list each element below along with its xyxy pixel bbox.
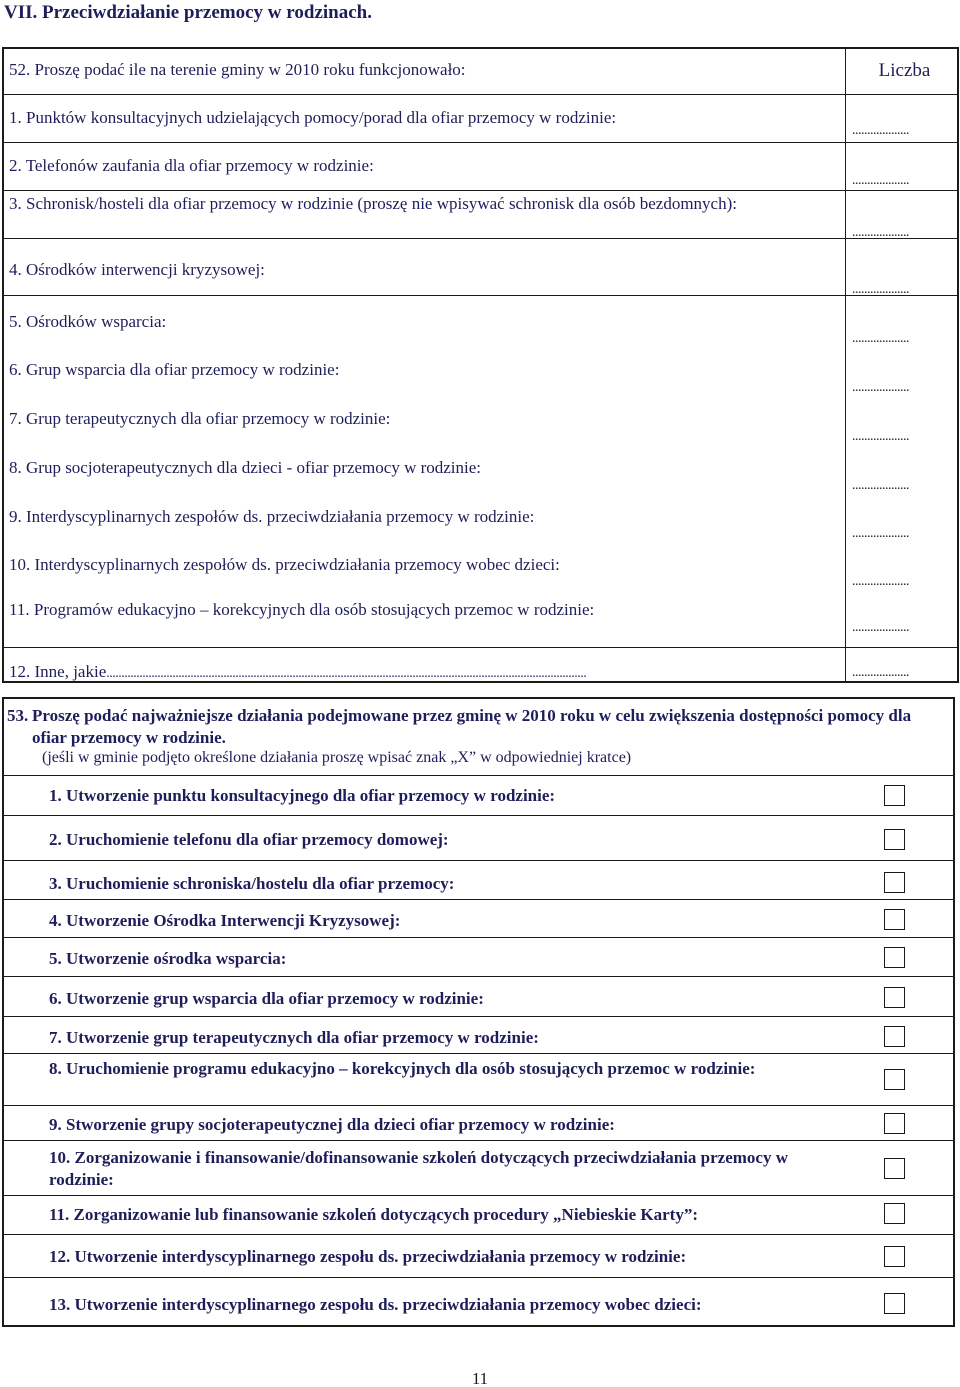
q53-item-label: 1. Utworzenie punktu konsultacyjnego dla ofiar przemocy w rodzinie:	[49, 786, 556, 805]
q52-row-label-text: 12. Inne, jakie	[9, 662, 107, 681]
q53-divider	[4, 1053, 953, 1054]
q52-row-label: 11. Programów edukacyjno – korekcyjnych dla osób stosujących przemoc w rodzinie:	[9, 600, 595, 619]
q53-divider	[4, 1140, 953, 1141]
q52-row-value[interactable]: ...................	[852, 331, 909, 346]
q53-item-label: 4. Utworzenie Ośrodka Interwencji Kryzysowej:	[49, 911, 401, 930]
q52-row-value[interactable]: ...................	[852, 620, 909, 635]
q52-divider	[4, 142, 957, 143]
q52-row-label: 2. Telefonów zaufania dla ofiar przemocy w rodzinie:	[9, 156, 374, 175]
q52-column-divider	[845, 49, 846, 681]
q52-row-value[interactable]: ...................	[852, 429, 909, 444]
q52-row-label: 9. Interdyscyplinarnych zespołów ds. przeciwdziałania przemocy w rodzinie:	[9, 507, 535, 526]
q52-row-label: 8. Grup socjoterapeutycznych dla dzieci - ofiar przemocy w rodzinie:	[9, 458, 482, 477]
q53-item-checkbox[interactable]	[884, 987, 905, 1008]
q52-row-value[interactable]: ...................	[852, 380, 909, 395]
q52-row-value[interactable]: ...................	[852, 225, 909, 240]
q52-row-value[interactable]: ...................	[852, 665, 909, 680]
q52-row-label: 1. Punktów konsultacyjnych udzielających pomocy/porad dla ofiar przemocy w rodzinie:	[9, 108, 617, 127]
q52-table	[2, 47, 959, 683]
q53-divider	[4, 976, 953, 977]
q53-divider	[4, 1234, 953, 1235]
q53-item-label: 8. Uruchomienie programu edukacyjno – korekcyjnych dla osób stosujących przemoc w rodzinie:	[49, 1059, 756, 1078]
q53-item-label: 7. Utworzenie grup terapeutycznych dla ofiar przemocy w rodzinie:	[49, 1028, 539, 1047]
q53-item-checkbox[interactable]	[884, 909, 905, 930]
q52-row-label: 6. Grup wsparcia dla ofiar przemocy w rodzinie:	[9, 360, 340, 379]
q53-question	[7, 705, 932, 749]
q52-row-label-dots[interactable]: ................................................................................................................................................................	[106, 666, 587, 681]
q53-divider	[4, 937, 953, 938]
q53-item-label: 10. Zorganizowanie i finansowanie/dofinansowanie szkoleń dotyczących przeciwdziałania przemocy w rodzinie:	[49, 1148, 789, 1189]
q53-item-label: 3. Uruchomienie schroniska/hostelu dla ofiar przemocy:	[49, 874, 455, 893]
q53-item-checkbox[interactable]	[884, 1246, 905, 1267]
q52-row-label: 3. Schronisk/hosteli dla ofiar przemocy w rodzinie (proszę nie wpisywać schronisk dla osób bezdomnych):	[9, 194, 737, 213]
q53-item-checkbox[interactable]	[884, 872, 905, 893]
q52-row-label: 4. Ośrodków interwencji kryzysowej:	[9, 260, 265, 279]
q52-row-label: 7. Grup terapeutycznych dla ofiar przemocy w rodzinie:	[9, 409, 391, 428]
q52-count-header: Liczba	[878, 60, 931, 81]
q53-item-checkbox[interactable]	[884, 1293, 905, 1314]
q53-divider	[4, 860, 953, 861]
q52-divider	[4, 94, 957, 95]
q53-item-checkbox[interactable]	[884, 1203, 905, 1224]
q53-item-label: 11. Zorganizowanie lub finansowanie szkoleń dotyczących procedury „Niebieskie Karty”:	[49, 1205, 698, 1224]
q53-item-checkbox[interactable]	[884, 829, 905, 850]
q53-number: 53.	[7, 706, 29, 725]
q53-divider	[4, 775, 953, 776]
q53-divider	[4, 1016, 953, 1017]
page-number: 11	[471, 1369, 489, 1387]
q53-item-label: 2. Uruchomienie telefonu dla ofiar przemocy domowej:	[49, 830, 449, 849]
q53-item-checkbox[interactable]	[884, 1113, 905, 1134]
q53-question-text: Proszę podać najważniejsze działania podejmowane przez gminę w 2010 roku w celu zwiększenia dostępności pomocy dla ofiar przemocy w rodzinie.	[32, 706, 912, 747]
q52-row-label: 10. Interdyscyplinarnych zespołów ds. przeciwdziałania przemocy wobec dzieci:	[9, 555, 560, 574]
q53-divider	[4, 815, 953, 816]
q52-row-value[interactable]: ...................	[852, 173, 909, 188]
q52-row-value[interactable]: ...................	[852, 123, 909, 138]
q53-divider	[4, 1105, 953, 1106]
q53-divider	[4, 899, 953, 900]
q53-item-label: 6. Utworzenie grup wsparcia dla ofiar przemocy w rodzinie:	[49, 989, 484, 1008]
section-title: VII. Przeciwdziałanie przemocy w rodzinach.	[4, 2, 372, 23]
q52-row-value[interactable]: ...................	[852, 574, 909, 589]
q53-item-checkbox[interactable]	[884, 947, 905, 968]
q52-row-value[interactable]: ...................	[852, 478, 909, 493]
q53-divider	[4, 1277, 953, 1278]
q53-divider	[4, 1195, 953, 1196]
q52-header: 52. Proszę podać ile na terenie gminy w 2010 roku funkcjonowało:	[9, 60, 466, 79]
q53-item-label: 5. Utworzenie ośrodka wsparcia:	[49, 949, 287, 968]
q53-item-checkbox[interactable]	[884, 1069, 905, 1090]
q52-divider	[4, 238, 957, 239]
q53-item-checkbox[interactable]	[884, 785, 905, 806]
q52-divider	[4, 647, 957, 648]
q52-row-label	[9, 661, 839, 685]
q53-table	[2, 697, 955, 1327]
q53-item-label: 9. Stworzenie grupy socjoterapeutycznej dla dzieci ofiar przemocy w rodzinie:	[49, 1115, 615, 1134]
q53-item-checkbox[interactable]	[884, 1158, 905, 1179]
q53-item-checkbox[interactable]	[884, 1026, 905, 1047]
q52-row-value[interactable]: ...................	[852, 526, 909, 541]
q53-note: (jeśli w gminie podjęto określone działania proszę wpisać znak „X” w odpowiedniej kratce)	[42, 749, 632, 766]
q52-row-label: 5. Ośrodków wsparcia:	[9, 312, 167, 331]
q52-divider	[4, 295, 957, 296]
q52-divider	[4, 190, 957, 191]
q52-row-value[interactable]: ...................	[852, 282, 909, 297]
q53-item-label: 12. Utworzenie interdyscyplinarnego zespołu ds. przeciwdziałania przemocy w rodzinie:	[49, 1247, 687, 1266]
q53-item-label: 13. Utworzenie interdyscyplinarnego zespołu ds. przeciwdziałania przemocy wobec dzieci:	[49, 1295, 702, 1314]
